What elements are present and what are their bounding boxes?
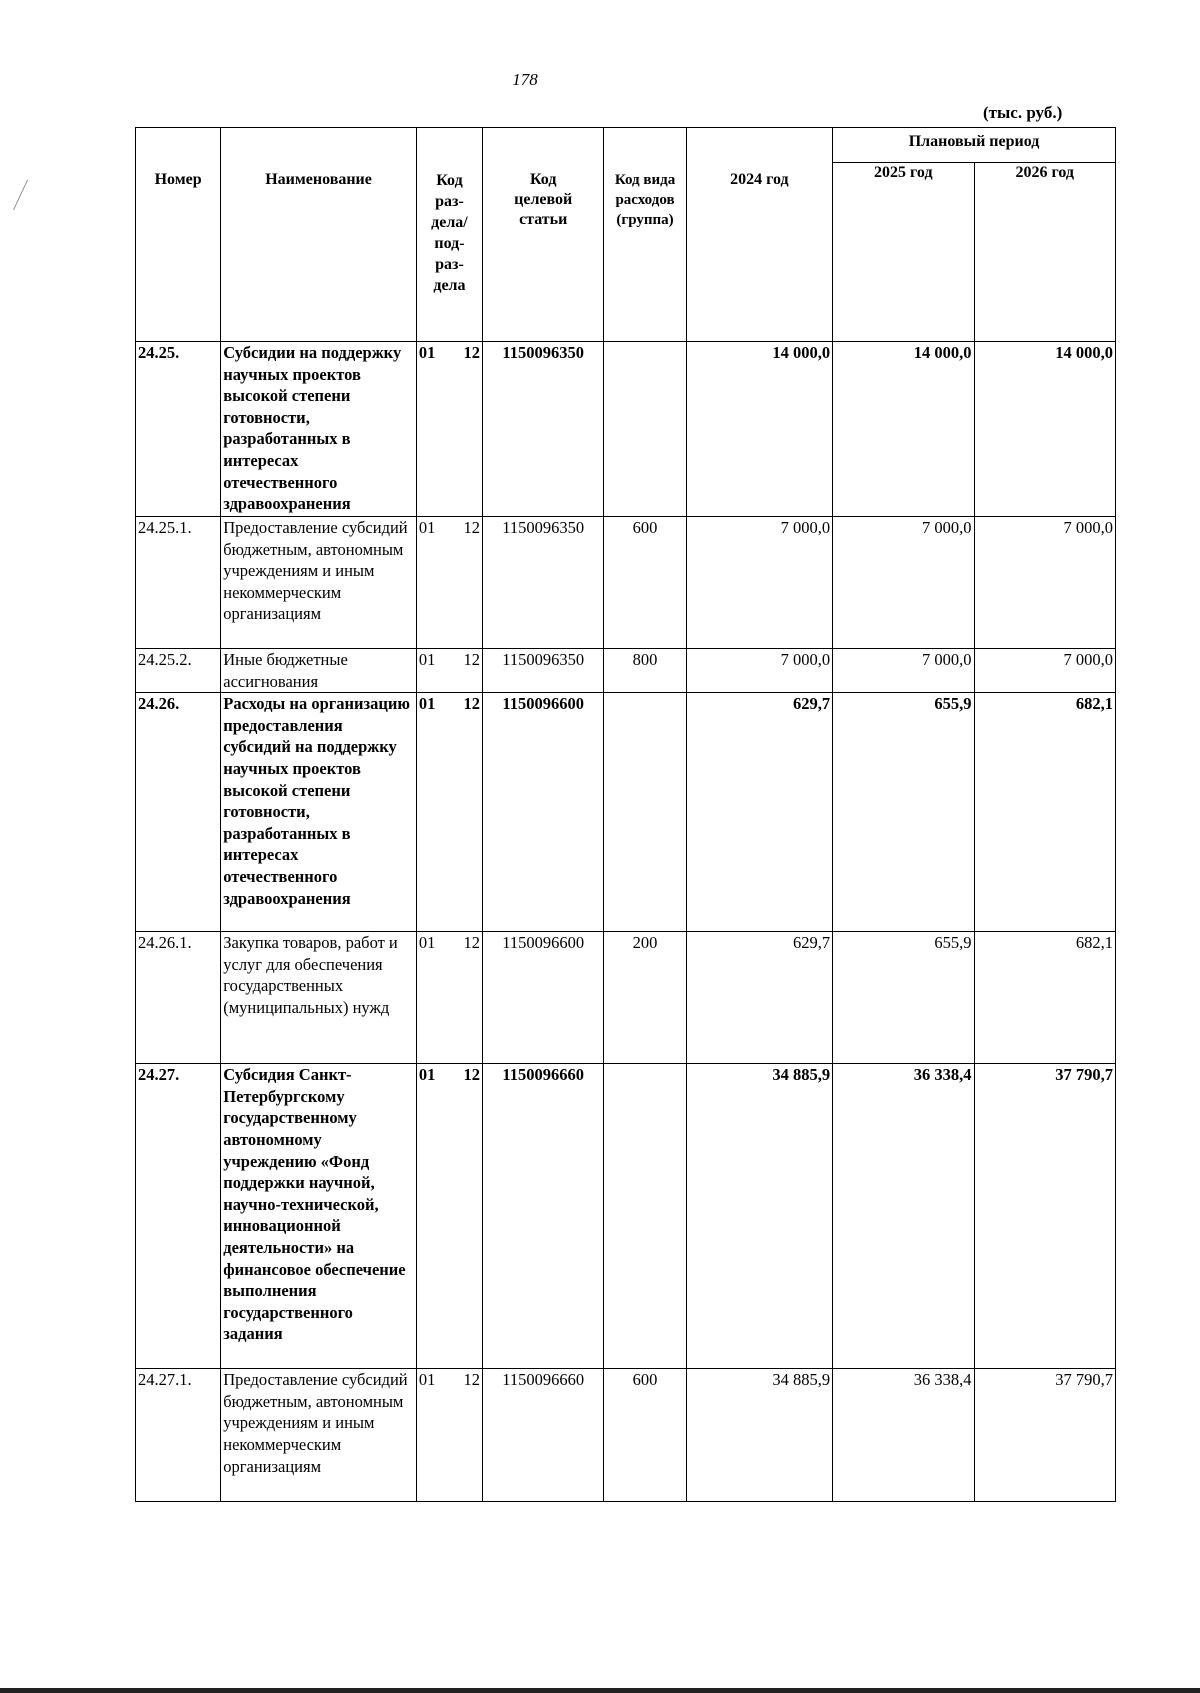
row-value-2025: 655,9 xyxy=(833,932,974,1064)
row-value-2024: 7 000,0 xyxy=(686,649,832,693)
header-row-1 xyxy=(136,128,1116,163)
table-row xyxy=(136,1064,1116,1369)
scan-mark xyxy=(13,180,34,210)
row-value-2024: 14 000,0 xyxy=(686,342,832,517)
row-subsection: 12 xyxy=(463,518,481,537)
row-section-code xyxy=(416,932,482,1064)
header-2024: 2024 год xyxy=(686,128,832,342)
table-body xyxy=(136,342,1116,1502)
row-number: 24.27. xyxy=(136,1064,221,1369)
row-target-code: 1150096350 xyxy=(483,649,604,693)
row-expense-type xyxy=(604,1064,686,1369)
row-target-code: 1150096350 xyxy=(483,342,604,517)
row-value-2025: 36 338,4 xyxy=(833,1369,974,1502)
row-expense-type: 600 xyxy=(604,517,686,649)
header-planning-period: Плановый период xyxy=(833,128,1116,163)
table-row xyxy=(136,517,1116,649)
row-section: 01 xyxy=(418,518,436,537)
row-value-2024: 34 885,9 xyxy=(686,1064,832,1369)
row-section: 01 xyxy=(418,343,436,362)
row-value-2025: 36 338,4 xyxy=(833,1064,974,1369)
row-value-2026: 37 790,7 xyxy=(974,1064,1116,1369)
scan-edge xyxy=(0,1688,1200,1693)
row-value-2025: 14 000,0 xyxy=(833,342,974,517)
row-name: Субсидии на поддержку научных проектов высокой степени готовности, разработанных в интересах отечественного здравоохранения xyxy=(221,342,417,517)
row-subsection: 12 xyxy=(463,650,481,669)
row-value-2024: 629,7 xyxy=(686,932,832,1064)
row-value-2025: 7 000,0 xyxy=(833,517,974,649)
row-target-code: 1150096600 xyxy=(483,932,604,1064)
row-number: 24.25.1. xyxy=(136,517,221,649)
header-number: Номер xyxy=(136,128,221,342)
row-value-2026: 7 000,0 xyxy=(974,517,1116,649)
row-subsection: 12 xyxy=(463,933,481,953)
row-subsection: 12 xyxy=(463,1065,481,1085)
row-target-code: 1150096660 xyxy=(483,1369,604,1502)
row-subsection: 12 xyxy=(463,1370,481,1390)
row-section-code xyxy=(416,1064,482,1369)
row-number: 24.26.1. xyxy=(136,932,221,1064)
row-section: 01 xyxy=(418,933,436,953)
row-value-2026: 37 790,7 xyxy=(974,1369,1116,1502)
page-number: 178 xyxy=(512,70,538,89)
table-row xyxy=(136,342,1116,517)
row-expense-type: 200 xyxy=(604,932,686,1064)
row-subsection: 12 xyxy=(463,343,481,362)
row-section: 01 xyxy=(418,1370,436,1390)
row-value-2025: 7 000,0 xyxy=(833,649,974,693)
row-name: Предоставление субсидий бюджетным, автономным учреждениям и иным некоммерческим организациям xyxy=(221,517,417,649)
header-2025: 2025 год xyxy=(833,163,974,342)
header-name: Наименование xyxy=(221,128,417,342)
table-row xyxy=(136,693,1116,932)
header-section-code xyxy=(416,128,482,342)
row-target-code: 1150096600 xyxy=(483,693,604,932)
row-name: Предоставление субсидий бюджетным, автономным учреждениям и иным некоммерческим организациям xyxy=(221,1369,417,1502)
row-value-2024: 34 885,9 xyxy=(686,1369,832,1502)
row-value-2026: 682,1 xyxy=(974,932,1116,1064)
row-section: 01 xyxy=(418,1065,436,1085)
row-name: Иные бюджетные ассигнования xyxy=(221,649,417,693)
row-name: Субсидия Санкт-Петербургскому государственному автономному учреждению «Фонд поддержки научной, научно-технической, инновационной деятельности» на финансовое обеспечение выполнения государственного задания xyxy=(221,1064,417,1369)
budget-table xyxy=(135,127,1116,1502)
row-expense-type: 600 xyxy=(604,1369,686,1502)
table-row xyxy=(136,1369,1116,1502)
row-value-2026: 7 000,0 xyxy=(974,649,1116,693)
row-subsection: 12 xyxy=(463,694,481,714)
row-number: 24.27.1. xyxy=(136,1369,221,1502)
row-number: 24.26. xyxy=(136,693,221,932)
row-section-code xyxy=(416,342,482,517)
row-target-code: 1150096660 xyxy=(483,1064,604,1369)
table-row xyxy=(136,649,1116,693)
units-label: (тыс. руб.) xyxy=(983,103,1063,122)
table-row xyxy=(136,932,1116,1064)
row-value-2024: 629,7 xyxy=(686,693,832,932)
row-section: 01 xyxy=(418,694,436,714)
row-value-2026: 14 000,0 xyxy=(974,342,1116,517)
row-value-2026: 682,1 xyxy=(974,693,1116,932)
row-number: 24.25. xyxy=(136,342,221,517)
row-value-2024: 7 000,0 xyxy=(686,517,832,649)
row-section-code xyxy=(416,649,482,693)
header-expense-type: Код вида расходов (группа) xyxy=(604,128,686,342)
row-section-code xyxy=(416,1369,482,1502)
row-expense-type: 800 xyxy=(604,649,686,693)
row-expense-type xyxy=(604,693,686,932)
row-expense-type xyxy=(604,342,686,517)
header-target-code xyxy=(483,128,604,342)
row-name: Расходы на организацию предоставления субсидий на поддержку научных проектов высокой степени готовности, разработанных в интересах отечественного здравоохранения xyxy=(221,693,417,932)
header-target-code-text: Код целевой статьи xyxy=(514,171,573,228)
row-name: Закупка товаров, работ и услуг для обеспечения государственных (муниципальных) нужд xyxy=(221,932,417,1064)
header-section-code-text: Код раз-дела/ под-раз-дела xyxy=(431,172,468,294)
row-section-code xyxy=(416,517,482,649)
header-2026: 2026 год xyxy=(974,163,1116,342)
row-target-code: 1150096350 xyxy=(483,517,604,649)
row-section: 01 xyxy=(418,650,436,669)
row-number: 24.25.2. xyxy=(136,649,221,693)
row-value-2025: 655,9 xyxy=(833,693,974,932)
row-section-code xyxy=(416,693,482,932)
